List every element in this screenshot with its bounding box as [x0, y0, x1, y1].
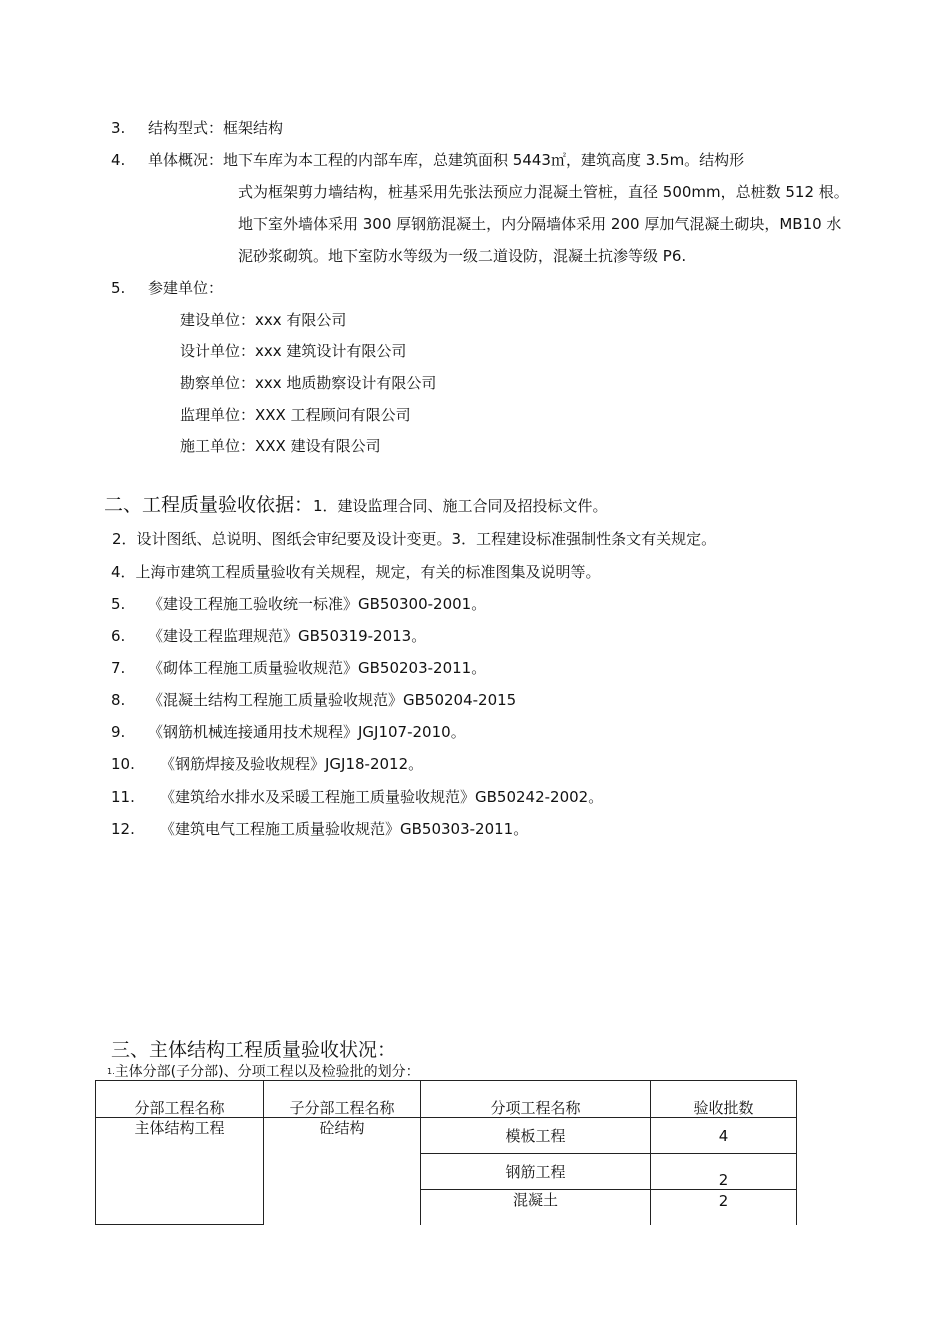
- basis-line-2: 2．设计图纸、总说明、图纸会审纪要及设计变更。3．工程建设标准强制性条文有关规定。: [112, 530, 717, 548]
- table-row-item: 钢筋工程: [505, 1163, 566, 1181]
- basis-item: [111, 754, 423, 774]
- item-text: 《钢筋机械连接通用技术规程》JGJ107-2010。: [148, 723, 466, 741]
- unit-survey: 勘察单位：xxx 地质勘察设计有限公司: [180, 374, 437, 392]
- item-text: 《建设工程施工验收统一标准》GB50300-2001。: [148, 595, 487, 613]
- header-batches: 验收批数: [693, 1099, 754, 1117]
- subheading-text: 主体分部(子分部)、分项工程以及检验批的划分：: [114, 1064, 420, 1080]
- item-5: [111, 278, 223, 298]
- item-4-line-4: 泥砂浆砌筑。地下室防水等级为一级二道设防，混凝土抗渗等级 P6.: [238, 247, 687, 265]
- section-3-subheading: [107, 1063, 420, 1081]
- subheading-number: 1.: [107, 1067, 115, 1076]
- unit-design: 设计单位：xxx 建筑设计有限公司: [180, 342, 407, 360]
- section-2-title: 二、工程质量验收依据：: [104, 494, 314, 516]
- table-row-batches: 4: [718, 1127, 729, 1145]
- table-row-item: 混凝土: [512, 1191, 558, 1209]
- item-text: 《建筑电气工程施工质量验收规范》GB50303-2011。: [160, 820, 529, 838]
- basis-item: [111, 787, 603, 807]
- item-text: 《混凝土结构工程施工质量验收规范》GB50204-2015: [148, 691, 517, 709]
- item-3: [111, 118, 283, 138]
- table-row-item: 模板工程: [505, 1127, 566, 1145]
- basis-item: [111, 819, 528, 839]
- item-number: 6.: [111, 627, 126, 645]
- item-text: 参建单位：: [148, 279, 224, 297]
- item-number: 3.: [111, 119, 126, 137]
- unit-supervision: 监理单位：XXX 工程顾问有限公司: [180, 406, 411, 424]
- header-item: 分项工程名称: [490, 1099, 581, 1117]
- item-text: 单体概况：地下车库为本工程的内部车库，总建筑面积 5443㎡，建筑高度 3.5m。结构形: [148, 151, 745, 169]
- header-subdivision: 子分部工程名称: [289, 1099, 395, 1117]
- item-text: 《建筑给水排水及采暖工程施工质量验收规范》GB50242-2002。: [160, 788, 604, 806]
- basis-item-1: 1．建设监理合同、施工合同及招投标文件。: [313, 497, 608, 515]
- item-number: 10.: [111, 755, 135, 773]
- division-name: 主体结构工程: [134, 1119, 225, 1137]
- item-number: 11.: [111, 788, 135, 806]
- item-number: 9.: [111, 723, 126, 741]
- basis-item: [111, 594, 486, 614]
- table-row-batches: 2: [718, 1171, 729, 1189]
- item-number: 12.: [111, 820, 135, 838]
- section-2-heading: [104, 493, 608, 518]
- basis-line-4: 4．上海市建筑工程质量验收有关规程，规定，有关的标准图集及说明等。: [111, 563, 601, 581]
- unit-construction: 建设单位：xxx 有限公司: [180, 311, 347, 329]
- item-text: 《钢筋焊接及验收规程》JGJ18-2012。: [160, 755, 424, 773]
- basis-item: [111, 626, 426, 646]
- item-text: 结构型式：框架结构: [148, 119, 284, 137]
- item-number: 5.: [111, 279, 126, 297]
- item-number: 8.: [111, 691, 126, 709]
- unit-contractor: 施工单位：XXX 建设有限公司: [180, 437, 381, 455]
- header-division: 分部工程名称: [134, 1099, 225, 1117]
- section-3-heading: 三、主体结构工程质量验收状况：: [111, 1039, 397, 1061]
- item-4-line-2: 式为框架剪力墙结构，桩基采用先张法预应力混凝土管桩，直径 500mm，总桩数 512 根。: [238, 183, 849, 201]
- basis-item: [111, 658, 486, 678]
- basis-item: [111, 722, 466, 742]
- table-row-batches: 2: [718, 1192, 729, 1210]
- item-number: 5.: [111, 595, 126, 613]
- item-number: 7.: [111, 659, 126, 677]
- item-text: 《建设工程监理规范》GB50319-2013。: [148, 627, 427, 645]
- item-4: [111, 150, 744, 170]
- item-text: 《砌体工程施工质量验收规范》GB50203-2011。: [148, 659, 487, 677]
- subdivision-name: 砼结构: [319, 1119, 365, 1137]
- item-4-line-3: 地下室外墙体采用 300 厚钢筋混凝土，内分隔墙体采用 200 厚加气混凝土砌块，MB10 水: [238, 215, 842, 233]
- basis-item: [111, 690, 516, 710]
- item-number: 4.: [111, 151, 126, 169]
